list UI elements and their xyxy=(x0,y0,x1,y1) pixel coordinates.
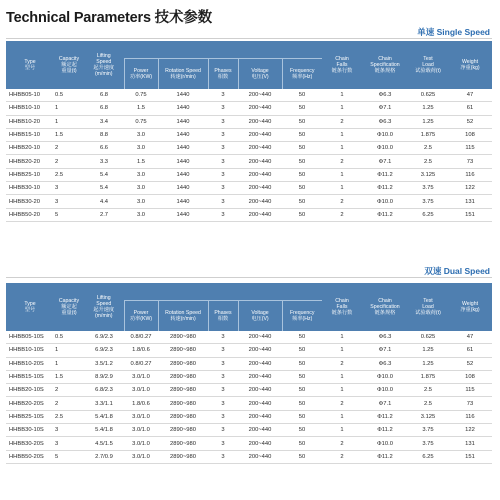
header-phases: Phases 相数 xyxy=(208,300,238,331)
cell-test-load: 3.75 xyxy=(408,182,448,195)
cell-weight: 61 xyxy=(448,102,492,115)
cell-lifting-speed: 6.9/2.3 xyxy=(84,331,124,344)
cell-capacity: 2.5 xyxy=(54,168,84,181)
cell-lifting-speed: 3.4 xyxy=(84,115,124,128)
cell-weight: 116 xyxy=(448,168,492,181)
header-chain-falls: Chain Falls 链条行数 xyxy=(322,41,362,89)
cell-capacity: 0.5 xyxy=(54,89,84,102)
dual-speed-table xyxy=(6,283,492,464)
table-row xyxy=(6,102,492,115)
table-row xyxy=(6,410,492,423)
cell-type: HHBB20-10S xyxy=(6,384,54,397)
cell-power: 3.0 xyxy=(124,208,158,221)
cell-chain-spec: Φ7.1 xyxy=(362,102,408,115)
cell-capacity: 5 xyxy=(54,208,84,221)
cell-weight: 122 xyxy=(448,182,492,195)
cell-chain-spec: Φ11.2 xyxy=(362,450,408,463)
cell-capacity: 2 xyxy=(54,142,84,155)
cell-test-load: 1.875 xyxy=(408,370,448,383)
cell-weight: 73 xyxy=(448,397,492,410)
cell-lifting-speed: 6.6 xyxy=(84,142,124,155)
cell-frequency: 50 xyxy=(282,410,322,423)
cell-voltage: 200~440 xyxy=(238,357,282,370)
cell-capacity: 3 xyxy=(54,195,84,208)
cell-lifting-speed: 2.7 xyxy=(84,208,124,221)
cell-rotation-speed: 1440 xyxy=(158,128,208,141)
cell-chain-falls: 1 xyxy=(322,424,362,437)
cell-chain-falls: 2 xyxy=(322,115,362,128)
cell-capacity: 2 xyxy=(54,155,84,168)
cell-weight: 61 xyxy=(448,344,492,357)
cell-rotation-speed: 2890~980 xyxy=(158,357,208,370)
cell-weight: 115 xyxy=(448,142,492,155)
table-row xyxy=(6,397,492,410)
cell-chain-falls: 1 xyxy=(322,384,362,397)
cell-lifting-speed: 5.4/1.8 xyxy=(84,424,124,437)
cell-phases: 3 xyxy=(208,357,238,370)
cell-chain-falls: 2 xyxy=(322,437,362,450)
cell-voltage: 200~440 xyxy=(238,424,282,437)
cell-weight: 151 xyxy=(448,450,492,463)
cell-chain-falls: 1 xyxy=(322,331,362,344)
cell-power: 3.0/1.0 xyxy=(124,384,158,397)
single-speed-table xyxy=(6,41,492,222)
cell-frequency: 50 xyxy=(282,370,322,383)
table-row xyxy=(6,384,492,397)
cell-weight: 52 xyxy=(448,115,492,128)
cell-weight: 47 xyxy=(448,89,492,102)
cell-rotation-speed: 1440 xyxy=(158,195,208,208)
cell-power: 3.0/1.0 xyxy=(124,450,158,463)
cell-test-load: 1.25 xyxy=(408,344,448,357)
cell-voltage: 200~440 xyxy=(238,437,282,450)
header-weight: Weight 净重(kg) xyxy=(448,283,492,331)
cell-voltage: 200~440 xyxy=(238,450,282,463)
cell-voltage: 200~440 xyxy=(238,115,282,128)
cell-chain-spec: Φ6.3 xyxy=(362,115,408,128)
cell-chain-falls: 2 xyxy=(322,195,362,208)
cell-test-load: 2.5 xyxy=(408,142,448,155)
cell-power: 1.8/0.6 xyxy=(124,344,158,357)
header-power: Power 功率(KW) xyxy=(124,300,158,331)
cell-power: 1.5 xyxy=(124,102,158,115)
cell-voltage: 200~440 xyxy=(238,331,282,344)
cell-lifting-speed: 5.4 xyxy=(84,168,124,181)
cell-lifting-speed: 8.9/2.9 xyxy=(84,370,124,383)
cell-type: HHBB30-10 xyxy=(6,182,54,195)
cell-rotation-speed: 2890~980 xyxy=(158,450,208,463)
table-row xyxy=(6,168,492,181)
cell-type: HHBB20-20S xyxy=(6,397,54,410)
cell-capacity: 3 xyxy=(54,182,84,195)
cell-phases: 3 xyxy=(208,370,238,383)
header-frequency: Frequency 频率(Hz) xyxy=(282,300,322,331)
cell-frequency: 50 xyxy=(282,115,322,128)
cell-type: HHBB05-10 xyxy=(6,89,54,102)
cell-lifting-speed: 6.8/2.3 xyxy=(84,384,124,397)
cell-rotation-speed: 1440 xyxy=(158,155,208,168)
table-row xyxy=(6,424,492,437)
cell-frequency: 50 xyxy=(282,168,322,181)
cell-type: HHBB10-10 xyxy=(6,102,54,115)
cell-capacity: 2.5 xyxy=(54,410,84,423)
cell-weight: 73 xyxy=(448,155,492,168)
cell-voltage: 200~440 xyxy=(238,410,282,423)
cell-frequency: 50 xyxy=(282,331,322,344)
cell-test-load: 2.5 xyxy=(408,155,448,168)
cell-power: 0.8/0.27 xyxy=(124,357,158,370)
cell-frequency: 50 xyxy=(282,182,322,195)
header-lifting-speed: Lifting Speed 起升速度 (m/min) xyxy=(84,41,124,89)
cell-phases: 3 xyxy=(208,168,238,181)
cell-rotation-speed: 2890~980 xyxy=(158,384,208,397)
cell-rotation-speed: 1440 xyxy=(158,208,208,221)
cell-phases: 3 xyxy=(208,384,238,397)
cell-lifting-speed: 5.4/1.8 xyxy=(84,410,124,423)
cell-frequency: 50 xyxy=(282,357,322,370)
cell-weight: 131 xyxy=(448,437,492,450)
cell-chain-falls: 1 xyxy=(322,344,362,357)
cell-chain-falls: 2 xyxy=(322,450,362,463)
table-row xyxy=(6,331,492,344)
header-voltage: Voltage 电压(V) xyxy=(238,300,282,331)
cell-power: 3.0/1.0 xyxy=(124,370,158,383)
cell-power: 1.8/0.6 xyxy=(124,397,158,410)
cell-rotation-speed: 2890~980 xyxy=(158,331,208,344)
cell-phases: 3 xyxy=(208,331,238,344)
cell-voltage: 200~440 xyxy=(238,208,282,221)
cell-chain-falls: 1 xyxy=(322,142,362,155)
cell-rotation-speed: 2890~980 xyxy=(158,397,208,410)
cell-test-load: 2.5 xyxy=(408,397,448,410)
cell-type: HHBB30-10S xyxy=(6,424,54,437)
cell-chain-falls: 2 xyxy=(322,397,362,410)
cell-frequency: 50 xyxy=(282,195,322,208)
cell-rotation-speed: 1440 xyxy=(158,182,208,195)
cell-rotation-speed: 2890~980 xyxy=(158,370,208,383)
cell-weight: 108 xyxy=(448,128,492,141)
cell-rotation-speed: 2890~980 xyxy=(158,437,208,450)
cell-test-load: 6.25 xyxy=(408,450,448,463)
cell-lifting-speed: 4.5/1.5 xyxy=(84,437,124,450)
cell-test-load: 1.875 xyxy=(408,128,448,141)
header-phases: Phases 相数 xyxy=(208,58,238,89)
cell-frequency: 50 xyxy=(282,384,322,397)
table-row xyxy=(6,370,492,383)
cell-chain-spec: Φ6.3 xyxy=(362,331,408,344)
cell-type: HHBB20-20 xyxy=(6,155,54,168)
cell-chain-falls: 1 xyxy=(322,128,362,141)
cell-rotation-speed: 1440 xyxy=(158,115,208,128)
cell-frequency: 50 xyxy=(282,102,322,115)
cell-phases: 3 xyxy=(208,155,238,168)
cell-test-load: 2.5 xyxy=(408,384,448,397)
cell-frequency: 50 xyxy=(282,128,322,141)
cell-capacity: 3 xyxy=(54,437,84,450)
divider xyxy=(6,38,492,39)
cell-test-load: 3.125 xyxy=(408,168,448,181)
cell-voltage: 200~440 xyxy=(238,155,282,168)
cell-frequency: 50 xyxy=(282,89,322,102)
cell-frequency: 50 xyxy=(282,208,322,221)
cell-capacity: 1 xyxy=(54,115,84,128)
cell-test-load: 3.75 xyxy=(408,437,448,450)
cell-type: HHBB25-10S xyxy=(6,410,54,423)
cell-phases: 3 xyxy=(208,182,238,195)
table-row xyxy=(6,115,492,128)
cell-voltage: 200~440 xyxy=(238,370,282,383)
header-frequency: Frequency 频率(Hz) xyxy=(282,58,322,89)
cell-power: 3.0/1.0 xyxy=(124,437,158,450)
cell-chain-falls: 2 xyxy=(322,155,362,168)
cell-frequency: 50 xyxy=(282,437,322,450)
cell-power: 0.75 xyxy=(124,89,158,102)
cell-type: HHBB50-20S xyxy=(6,450,54,463)
cell-phases: 3 xyxy=(208,115,238,128)
cell-type: HHBB50-20 xyxy=(6,208,54,221)
cell-type: HHBB15-10S xyxy=(6,370,54,383)
cell-chain-spec: Φ10.0 xyxy=(362,437,408,450)
cell-phases: 3 xyxy=(208,344,238,357)
table-row xyxy=(6,89,492,102)
cell-voltage: 200~440 xyxy=(238,195,282,208)
single-speed-label: 单速 Single Speed xyxy=(417,27,490,37)
cell-phases: 3 xyxy=(208,450,238,463)
cell-power: 3.0 xyxy=(124,182,158,195)
cell-type: HHBB20-10 xyxy=(6,142,54,155)
header-weight: Weight 净重(kg) xyxy=(448,41,492,89)
cell-power: 3.0/1.0 xyxy=(124,424,158,437)
cell-test-load: 1.25 xyxy=(408,357,448,370)
cell-type: HHBB25-10 xyxy=(6,168,54,181)
table-row xyxy=(6,208,492,221)
cell-weight: 151 xyxy=(448,208,492,221)
cell-chain-falls: 2 xyxy=(322,357,362,370)
cell-chain-spec: Φ11.2 xyxy=(362,208,408,221)
cell-rotation-speed: 2890~980 xyxy=(158,344,208,357)
dual-speed-label: 双速 Dual Speed xyxy=(424,266,490,276)
cell-chain-falls: 2 xyxy=(322,208,362,221)
cell-rotation-speed: 1440 xyxy=(158,168,208,181)
cell-rotation-speed: 1440 xyxy=(158,89,208,102)
cell-type: HHBB15-10 xyxy=(6,128,54,141)
cell-voltage: 200~440 xyxy=(238,142,282,155)
cell-phases: 3 xyxy=(208,142,238,155)
cell-type: HHBB10-10S xyxy=(6,344,54,357)
cell-weight: 122 xyxy=(448,424,492,437)
cell-lifting-speed: 6.8 xyxy=(84,89,124,102)
header-test-load: Test Load 试验载荷(t) xyxy=(408,283,448,331)
cell-test-load: 0.625 xyxy=(408,89,448,102)
table-row xyxy=(6,357,492,370)
cell-power: 3.0 xyxy=(124,195,158,208)
cell-chain-spec: Φ10.0 xyxy=(362,195,408,208)
header-rotation-speed: Rotation Speed 转速(r/min) xyxy=(158,300,208,331)
cell-chain-spec: Φ10.0 xyxy=(362,370,408,383)
cell-power: 3.0 xyxy=(124,142,158,155)
cell-type: HHBB10-20 xyxy=(6,115,54,128)
cell-test-load: 3.125 xyxy=(408,410,448,423)
header-test-load: Test Load 试验载荷(t) xyxy=(408,41,448,89)
cell-weight: 115 xyxy=(448,384,492,397)
table-row xyxy=(6,182,492,195)
divider xyxy=(6,277,492,278)
cell-rotation-speed: 1440 xyxy=(158,102,208,115)
cell-chain-spec: Φ7.1 xyxy=(362,397,408,410)
cell-frequency: 50 xyxy=(282,424,322,437)
header-rotation-speed: Rotation Speed 转速(r/min) xyxy=(158,58,208,89)
cell-test-load: 0.625 xyxy=(408,331,448,344)
cell-weight: 108 xyxy=(448,370,492,383)
table-row xyxy=(6,437,492,450)
cell-frequency: 50 xyxy=(282,142,322,155)
cell-lifting-speed: 6.9/2.3 xyxy=(84,344,124,357)
cell-capacity: 2 xyxy=(54,384,84,397)
cell-phases: 3 xyxy=(208,195,238,208)
cell-phases: 3 xyxy=(208,437,238,450)
cell-chain-spec: Φ6.3 xyxy=(362,357,408,370)
cell-chain-spec: Φ6.3 xyxy=(362,89,408,102)
cell-phases: 3 xyxy=(208,128,238,141)
cell-test-load: 6.25 xyxy=(408,208,448,221)
cell-capacity: 0.5 xyxy=(54,331,84,344)
cell-lifting-speed: 6.8 xyxy=(84,102,124,115)
cell-voltage: 200~440 xyxy=(238,397,282,410)
header-type: Type 型号 xyxy=(6,41,54,89)
header-voltage: Voltage 电压(V) xyxy=(238,58,282,89)
cell-power: 0.75 xyxy=(124,115,158,128)
cell-phases: 3 xyxy=(208,89,238,102)
cell-test-load: 3.75 xyxy=(408,195,448,208)
table-row xyxy=(6,142,492,155)
cell-chain-spec: Φ7.1 xyxy=(362,344,408,357)
table-row xyxy=(6,450,492,463)
cell-chain-spec: Φ7.1 xyxy=(362,155,408,168)
cell-chain-falls: 1 xyxy=(322,168,362,181)
cell-power: 3.0 xyxy=(124,128,158,141)
table-row xyxy=(6,155,492,168)
cell-lifting-speed: 3.5/1.2 xyxy=(84,357,124,370)
header-capacity: Capacity 额定起 重量(t) xyxy=(54,41,84,89)
cell-chain-falls: 1 xyxy=(322,182,362,195)
cell-power: 1.5 xyxy=(124,155,158,168)
cell-type: HHBB05-10S xyxy=(6,331,54,344)
cell-type: HHBB30-20S xyxy=(6,437,54,450)
header-chain-spec: Chain Specification 链条规格 xyxy=(362,41,408,89)
page-title: Technical Parameters 技术参数 xyxy=(6,10,212,26)
cell-lifting-speed: 2.7/0.9 xyxy=(84,450,124,463)
cell-lifting-speed: 3.3 xyxy=(84,155,124,168)
cell-voltage: 200~440 xyxy=(238,384,282,397)
cell-chain-spec: Φ11.2 xyxy=(362,410,408,423)
cell-weight: 47 xyxy=(448,331,492,344)
cell-chain-spec: Φ10.0 xyxy=(362,128,408,141)
cell-type: HHBB10-20S xyxy=(6,357,54,370)
cell-rotation-speed: 1440 xyxy=(158,142,208,155)
cell-voltage: 200~440 xyxy=(238,182,282,195)
cell-frequency: 50 xyxy=(282,450,322,463)
cell-capacity: 3 xyxy=(54,424,84,437)
cell-frequency: 50 xyxy=(282,397,322,410)
header-type: Type 型号 xyxy=(6,283,54,331)
cell-chain-spec: Φ10.0 xyxy=(362,142,408,155)
cell-voltage: 200~440 xyxy=(238,102,282,115)
cell-weight: 52 xyxy=(448,357,492,370)
table-row xyxy=(6,195,492,208)
cell-voltage: 200~440 xyxy=(238,344,282,357)
cell-test-load: 1.25 xyxy=(408,102,448,115)
cell-voltage: 200~440 xyxy=(238,168,282,181)
cell-voltage: 200~440 xyxy=(238,128,282,141)
cell-lifting-speed: 3.3/1.1 xyxy=(84,397,124,410)
cell-frequency: 50 xyxy=(282,155,322,168)
cell-power: 3.0/1.0 xyxy=(124,410,158,423)
cell-weight: 116 xyxy=(448,410,492,423)
table-row xyxy=(6,128,492,141)
cell-chain-spec: Φ11.2 xyxy=(362,168,408,181)
cell-phases: 3 xyxy=(208,102,238,115)
cell-test-load: 3.75 xyxy=(408,424,448,437)
cell-lifting-speed: 5.4 xyxy=(84,182,124,195)
cell-power: 3.0 xyxy=(124,168,158,181)
cell-frequency: 50 xyxy=(282,344,322,357)
cell-phases: 3 xyxy=(208,208,238,221)
cell-chain-spec: Φ11.2 xyxy=(362,182,408,195)
cell-capacity: 2 xyxy=(54,397,84,410)
cell-test-load: 1.25 xyxy=(408,115,448,128)
header-capacity: Capacity 额定起 重量(t) xyxy=(54,283,84,331)
header-lifting-speed: Lifting Speed 起升速度 (m/min) xyxy=(84,283,124,331)
cell-lifting-speed: 4.4 xyxy=(84,195,124,208)
header-power: Power 功率(KW) xyxy=(124,58,158,89)
cell-capacity: 1 xyxy=(54,344,84,357)
cell-type: HHBB30-20 xyxy=(6,195,54,208)
cell-chain-falls: 1 xyxy=(322,102,362,115)
cell-lifting-speed: 8.8 xyxy=(84,128,124,141)
cell-rotation-speed: 2890~980 xyxy=(158,424,208,437)
cell-phases: 3 xyxy=(208,397,238,410)
cell-weight: 131 xyxy=(448,195,492,208)
header-chain-falls: Chain Falls 链条行数 xyxy=(322,283,362,331)
cell-chain-falls: 1 xyxy=(322,410,362,423)
cell-chain-falls: 1 xyxy=(322,370,362,383)
cell-capacity: 1.5 xyxy=(54,370,84,383)
cell-capacity: 1.5 xyxy=(54,128,84,141)
cell-phases: 3 xyxy=(208,424,238,437)
cell-chain-spec: Φ11.2 xyxy=(362,424,408,437)
header-chain-spec: Chain Specification 链条规格 xyxy=(362,283,408,331)
cell-capacity: 1 xyxy=(54,357,84,370)
cell-chain-spec: Φ10.0 xyxy=(362,384,408,397)
cell-power: 0.8/0.27 xyxy=(124,331,158,344)
cell-rotation-speed: 2890~980 xyxy=(158,410,208,423)
table-row xyxy=(6,344,492,357)
cell-chain-falls: 1 xyxy=(322,89,362,102)
cell-phases: 3 xyxy=(208,410,238,423)
cell-capacity: 1 xyxy=(54,102,84,115)
cell-voltage: 200~440 xyxy=(238,89,282,102)
cell-capacity: 5 xyxy=(54,450,84,463)
